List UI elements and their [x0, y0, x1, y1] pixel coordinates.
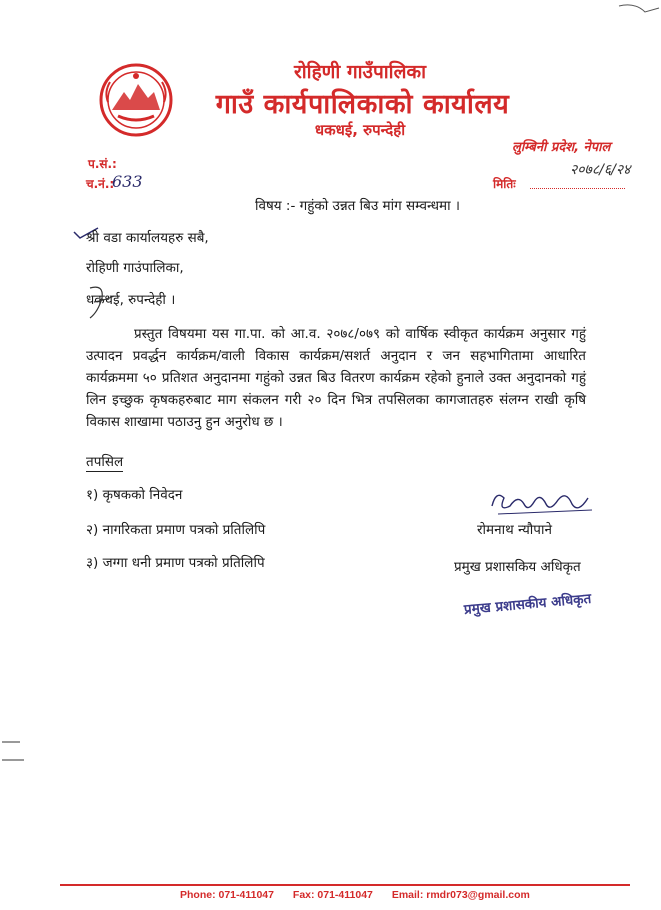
- signature-icon: [488, 484, 598, 520]
- letter-date: २०७८/६/२४: [570, 162, 631, 178]
- ps-label: प.सं.:: [88, 157, 117, 171]
- letterhead-municipality: रोहिणी गाउँपालिका: [293, 61, 427, 83]
- address-line-3: धकधई, रुपन्देही ।: [86, 292, 176, 308]
- letterhead-province: लुम्बिनी प्रदेश, नेपाल: [512, 140, 611, 155]
- address-line-1: श्री वडा कार्यालयहरु सबै,: [86, 230, 209, 246]
- letterhead-location: धकधई, रुपन्देही: [314, 121, 406, 139]
- letterhead-office: गाउँ कार्यपालिकाको कार्यालय: [215, 89, 510, 120]
- letter-subject: विषय :- गहुंको उन्नत बिउ मांग सम्वन्धमा ।: [255, 198, 461, 214]
- footer-phone: Phone: 071-411047: [180, 889, 274, 901]
- miti-label: मितिः: [493, 177, 516, 191]
- tapasil-item: १) कृषकको निवेदन: [86, 487, 183, 503]
- tapasil-item: २) नागरिकता प्रमाण पत्रको प्रतिलिपि: [86, 522, 266, 538]
- tapasil-item: ३) जग्गा धनी प्रमाण पत्रको प्रतिलिपि: [86, 555, 265, 571]
- address-line-2: रोहिणी गाउंपालिका,: [86, 260, 184, 276]
- nepal-emblem-icon: [98, 62, 174, 138]
- signatory-title: प्रमुख प्रशासकिय अधिकृत: [454, 559, 581, 575]
- corner-mark-icon: [615, 0, 661, 20]
- footer-contact: [180, 889, 546, 901]
- miti-dotted-line: [530, 178, 625, 189]
- signatory-name: रोमनाथ न्यौपाने: [477, 522, 552, 538]
- footer-email: Email: rmdr073@gmail.com: [391, 889, 530, 901]
- letter-body: प्रस्तुत विषयमा यस गा.पा. को आ.व. २०७८/०७९ को वार्षिक स्वीकृत कार्यक्रम अनुसार गहुं उत्पादन प्रवर्द्धन कार्यक्रम/वाली विकास कार्यक्रम/सशर्त अनुदान र जन सहभागितामा आधारित कार्यक्रममा ५० प्रतिशत अनुदानमा गहुंको उन्नत बिउ वितरण कार्यक्रम रहेको हुनाले उक्त अनुदानको गहुं लिन इच्छुक कृषकहरुबाट माग संकलन गरी २० दिन भित्र तपसिलका कागजातहरु संलग्न राखी कृषि विकास शाखामा पठाउनु हुन अनुरोध छ ।: [86, 326, 586, 430]
- margin-mark-icon: [0, 738, 30, 768]
- cn-label: च.नं.:: [86, 177, 115, 191]
- official-stamp: प्रमुख प्रशासकीय अधिकृत: [463, 590, 592, 618]
- footer-fax: Fax: 071-411047: [292, 889, 373, 901]
- handwritten-scribble-icon: [84, 282, 118, 322]
- footer-divider: [60, 884, 630, 886]
- cn-value: 633: [112, 172, 143, 191]
- tapasil-heading: तपसिल: [86, 454, 124, 470]
